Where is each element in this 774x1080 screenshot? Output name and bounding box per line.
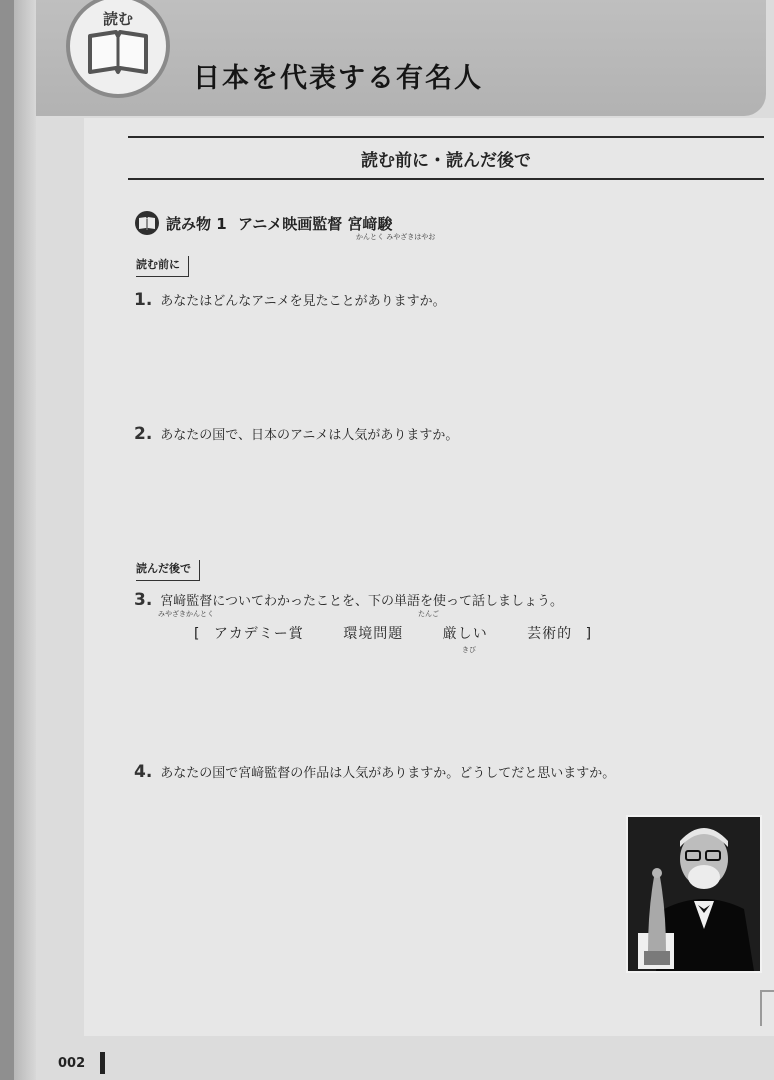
word-item: 芸術的 <box>527 626 573 642</box>
reading-ruby: かんとく みやざきはやお <box>356 233 436 241</box>
question-number: 2. <box>134 424 153 444</box>
reading-title: アニメ映画監督 宮﨑駿 <box>238 215 393 233</box>
book-icon <box>86 28 150 78</box>
word-ruby: きび <box>462 646 476 654</box>
word-list <box>194 623 626 643</box>
badge-label: 読む <box>102 10 133 28</box>
bracket-close: ] <box>585 626 593 642</box>
question-number: 4. <box>134 762 153 782</box>
corner-mark <box>760 990 774 1026</box>
page-number: 002 <box>58 1056 86 1071</box>
page-title: 日本を代表する有名人 <box>193 63 483 94</box>
question-4 <box>134 762 615 782</box>
before-reading-label: 読む前に <box>136 256 189 277</box>
top-rule <box>128 136 764 138</box>
header-band <box>36 0 766 116</box>
page-gutter <box>14 0 36 1080</box>
content-panel <box>84 118 774 1036</box>
question-2 <box>134 424 458 444</box>
word-item: アカデミー賞 <box>213 626 304 642</box>
question-3-ruby-2: たんご <box>418 610 439 618</box>
header-badge <box>66 0 170 98</box>
after-reading-label: 読んだ後で <box>136 560 200 581</box>
portrait-image <box>628 817 760 971</box>
question-number: 1. <box>134 290 153 310</box>
question-text: あなたの国で宮﨑監督の作品は人気がありますか。どうしてだと思いますか。 <box>160 766 616 781</box>
small-book-icon <box>132 210 162 236</box>
bracket-open: [ <box>194 626 201 642</box>
portrait-photo <box>626 815 762 973</box>
question-3-ruby-1: みやざきかんとく <box>158 610 214 618</box>
word-item: 厳しい <box>442 626 488 642</box>
question-text: あなたの国で、日本のアニメは人気がありますか。 <box>160 428 459 443</box>
question-text: 宮﨑監督についてわかったことを、下の単語を使って話しましょう。 <box>160 594 564 609</box>
question-number: 3. <box>134 590 153 610</box>
textbook-page <box>14 0 774 1080</box>
bottom-rule <box>128 178 764 180</box>
question-3 <box>134 590 563 610</box>
section-title: 読む前に・読んだ後で <box>361 151 531 171</box>
question-1 <box>134 290 446 310</box>
reading-label: 読み物 1 <box>166 215 227 233</box>
word-item: 環境問題 <box>343 626 404 642</box>
page-number-bar <box>100 1052 105 1074</box>
question-text: あなたはどんなアニメを見たことがありますか。 <box>160 294 446 309</box>
